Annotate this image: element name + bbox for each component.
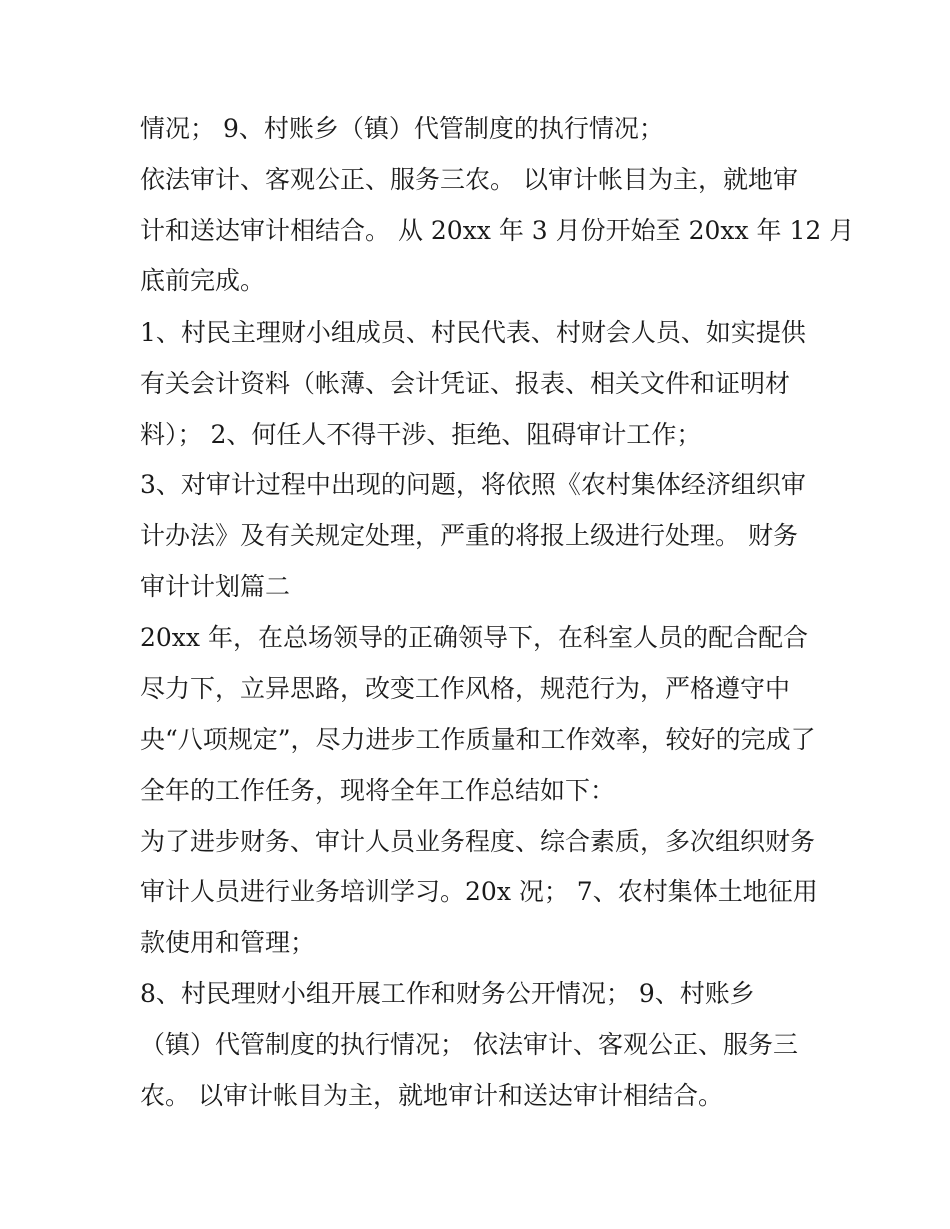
- text-line: 计办法》及有关规定处理，严重的将报上级进行处理。 财务: [140, 521, 798, 550]
- text-line: （镇）代管制度的执行情况； 依法审计、客观公正、服务三: [140, 1030, 798, 1059]
- text-line: 料）； 2、何任人不得干涉、拒绝、阻碍审计工作；: [140, 420, 702, 449]
- text-line: 为了进步财务、审计人员业务程度、综合素质，多次组织财务: [140, 827, 816, 856]
- text-line: 3、对审计过程中出现的问题，将依照《农村集体经济组织审: [140, 470, 806, 499]
- text-line: 情况； 9、村账乡（镇）代管制度的执行情况；: [140, 114, 664, 143]
- text-line: 有关会计资料（帐薄、会计凭证、报表、相关文件和证明材: [140, 369, 791, 398]
- text-line: 8、村民理财小组开展工作和财务公开情况； 9、村账乡: [140, 979, 755, 1008]
- text-line: 款使用和管理；: [140, 928, 316, 957]
- text-line: 依法审计、客观公正、服务三农。 以审计帐目为主，就地审: [140, 165, 798, 194]
- text-line: 央“八项规定”，尽力进步工作质量和工作效率，较好的完成了: [140, 725, 816, 754]
- text-line: 20xx 年，在总场领导的正确领导下，在科室人员的配合配合: [140, 623, 808, 652]
- text-line: 计和送达审计相结合。 从 20xx 年 3 月份开始至 20xx 年 12 月: [140, 216, 855, 245]
- text-line: 底前完成。: [140, 266, 266, 295]
- text-line: 全年的工作任务，现将全年工作总结如下：: [140, 776, 616, 805]
- text-line: 1、村民主理财小组成员、村民代表、村财会人员、如实提供: [140, 318, 806, 347]
- text-line: 审计人员进行业务培训学习。20x 况； 7、农村集体土地征用: [140, 877, 818, 906]
- text-line: 农。 以审计帐目为主，就地审计和送达审计相结合。: [140, 1081, 723, 1110]
- section-heading: 审计计划篇二: [140, 572, 291, 601]
- text-line: 尽力下，立异思路，改变工作风格，规范行为，严格遵守中: [140, 674, 791, 703]
